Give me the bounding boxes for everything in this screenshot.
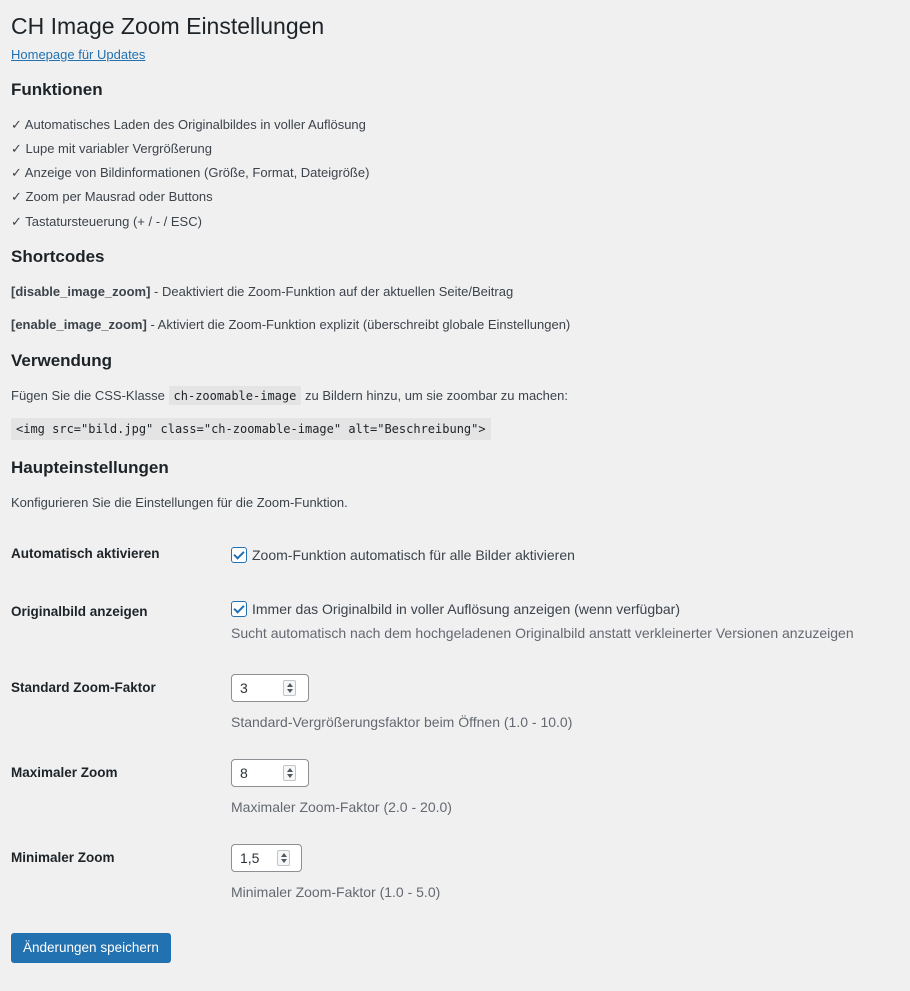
- default-zoom-input[interactable]: [231, 674, 309, 702]
- feature-item: ✓ Tastatursteuerung (+ / - / ESC): [11, 214, 202, 229]
- max-zoom-label: Maximaler Zoom: [11, 765, 118, 780]
- shortcode-name: [disable_image_zoom]: [11, 284, 151, 299]
- shortcode-description: - Deaktiviert die Zoom-Funktion auf der aktuellen Seite/Beitrag: [150, 284, 514, 299]
- auto-activate-option[interactable]: [231, 546, 575, 564]
- example-code: <img src="bild.jpg" class="ch-zoomable-image" alt="Beschreibung">: [11, 418, 491, 440]
- min-zoom-description: Minimaler Zoom-Faktor (1.0 - 5.0): [231, 884, 441, 900]
- feature-item: ✓ Anzeige von Bildinformationen (Größe, Format, Dateigröße): [11, 165, 370, 180]
- shortcode-item: [11, 283, 513, 301]
- min-zoom-input[interactable]: [231, 844, 302, 872]
- shortcode-description: - Aktiviert die Zoom-Funktion explizit (überschreibt globale Einstellungen): [146, 317, 571, 332]
- min-zoom-label: Minimaler Zoom: [11, 850, 115, 865]
- original-image-option[interactable]: [231, 600, 854, 618]
- funktionen-heading: Funktionen: [11, 80, 103, 99]
- min-zoom-stepper-icon[interactable]: [277, 850, 290, 866]
- default-zoom-value: 3: [240, 680, 248, 696]
- original-image-checkbox[interactable]: [231, 601, 247, 617]
- shortcodes-heading: Shortcodes: [11, 247, 105, 266]
- feature-item: ✓ Lupe mit variabler Vergrößerung: [11, 141, 212, 156]
- original-image-field: [231, 600, 854, 642]
- usage-text-before: Fügen Sie die CSS-Klasse: [11, 388, 169, 403]
- shortcode-name: [enable_image_zoom]: [11, 317, 147, 332]
- max-zoom-description: Maximaler Zoom-Faktor (2.0 - 20.0): [231, 799, 452, 815]
- save-button[interactable]: Änderungen speichern: [11, 933, 171, 963]
- verwendung-heading: Verwendung: [11, 351, 113, 370]
- original-image-checkbox-label: Immer das Originalbild in voller Auflösung anzeigen (wenn verfügbar): [252, 601, 680, 617]
- original-image-label: Originalbild anzeigen: [11, 604, 148, 619]
- max-zoom-stepper-icon[interactable]: [283, 765, 296, 781]
- default-zoom-label: Standard Zoom-Faktor: [11, 680, 156, 695]
- max-zoom-value: 8: [240, 765, 248, 781]
- min-zoom-field: [231, 844, 440, 901]
- auto-activate-checkbox-label: Zoom-Funktion automatisch für alle Bilder aktivieren: [252, 547, 575, 563]
- settings-intro: Konfigurieren Sie die Einstellungen für die Zoom-Funktion.: [11, 495, 348, 510]
- default-zoom-description: Standard-Vergrößerungsfaktor beim Öffnen (1.0 - 10.0): [231, 714, 573, 730]
- min-zoom-value: 1,5: [240, 850, 260, 866]
- shortcode-item: [11, 316, 570, 334]
- page-title: CH Image Zoom Einstellungen: [11, 13, 325, 39]
- haupteinstellungen-heading: Haupteinstellungen: [11, 458, 169, 477]
- homepage-link[interactable]: Homepage für Updates: [11, 47, 146, 62]
- max-zoom-input[interactable]: [231, 759, 309, 787]
- default-zoom-stepper-icon[interactable]: [283, 680, 296, 696]
- auto-activate-field: [231, 546, 575, 564]
- css-class-code: ch-zoomable-image: [169, 386, 302, 405]
- usage-text: [11, 387, 568, 405]
- original-image-description: Sucht automatisch nach dem hochgeladenen Originalbild anstatt verkleinerter Versionen anzuzeigen: [231, 625, 854, 641]
- feature-item: ✓ Zoom per Mausrad oder Buttons: [11, 189, 213, 204]
- default-zoom-field: [231, 674, 572, 731]
- auto-activate-checkbox[interactable]: [231, 547, 247, 563]
- usage-text-after: zu Bildern hinzu, um sie zoombar zu machen:: [301, 388, 568, 403]
- max-zoom-field: [231, 759, 452, 816]
- feature-item: ✓ Automatisches Laden des Originalbildes in voller Auflösung: [11, 117, 366, 132]
- auto-activate-label: Automatisch aktivieren: [11, 546, 160, 561]
